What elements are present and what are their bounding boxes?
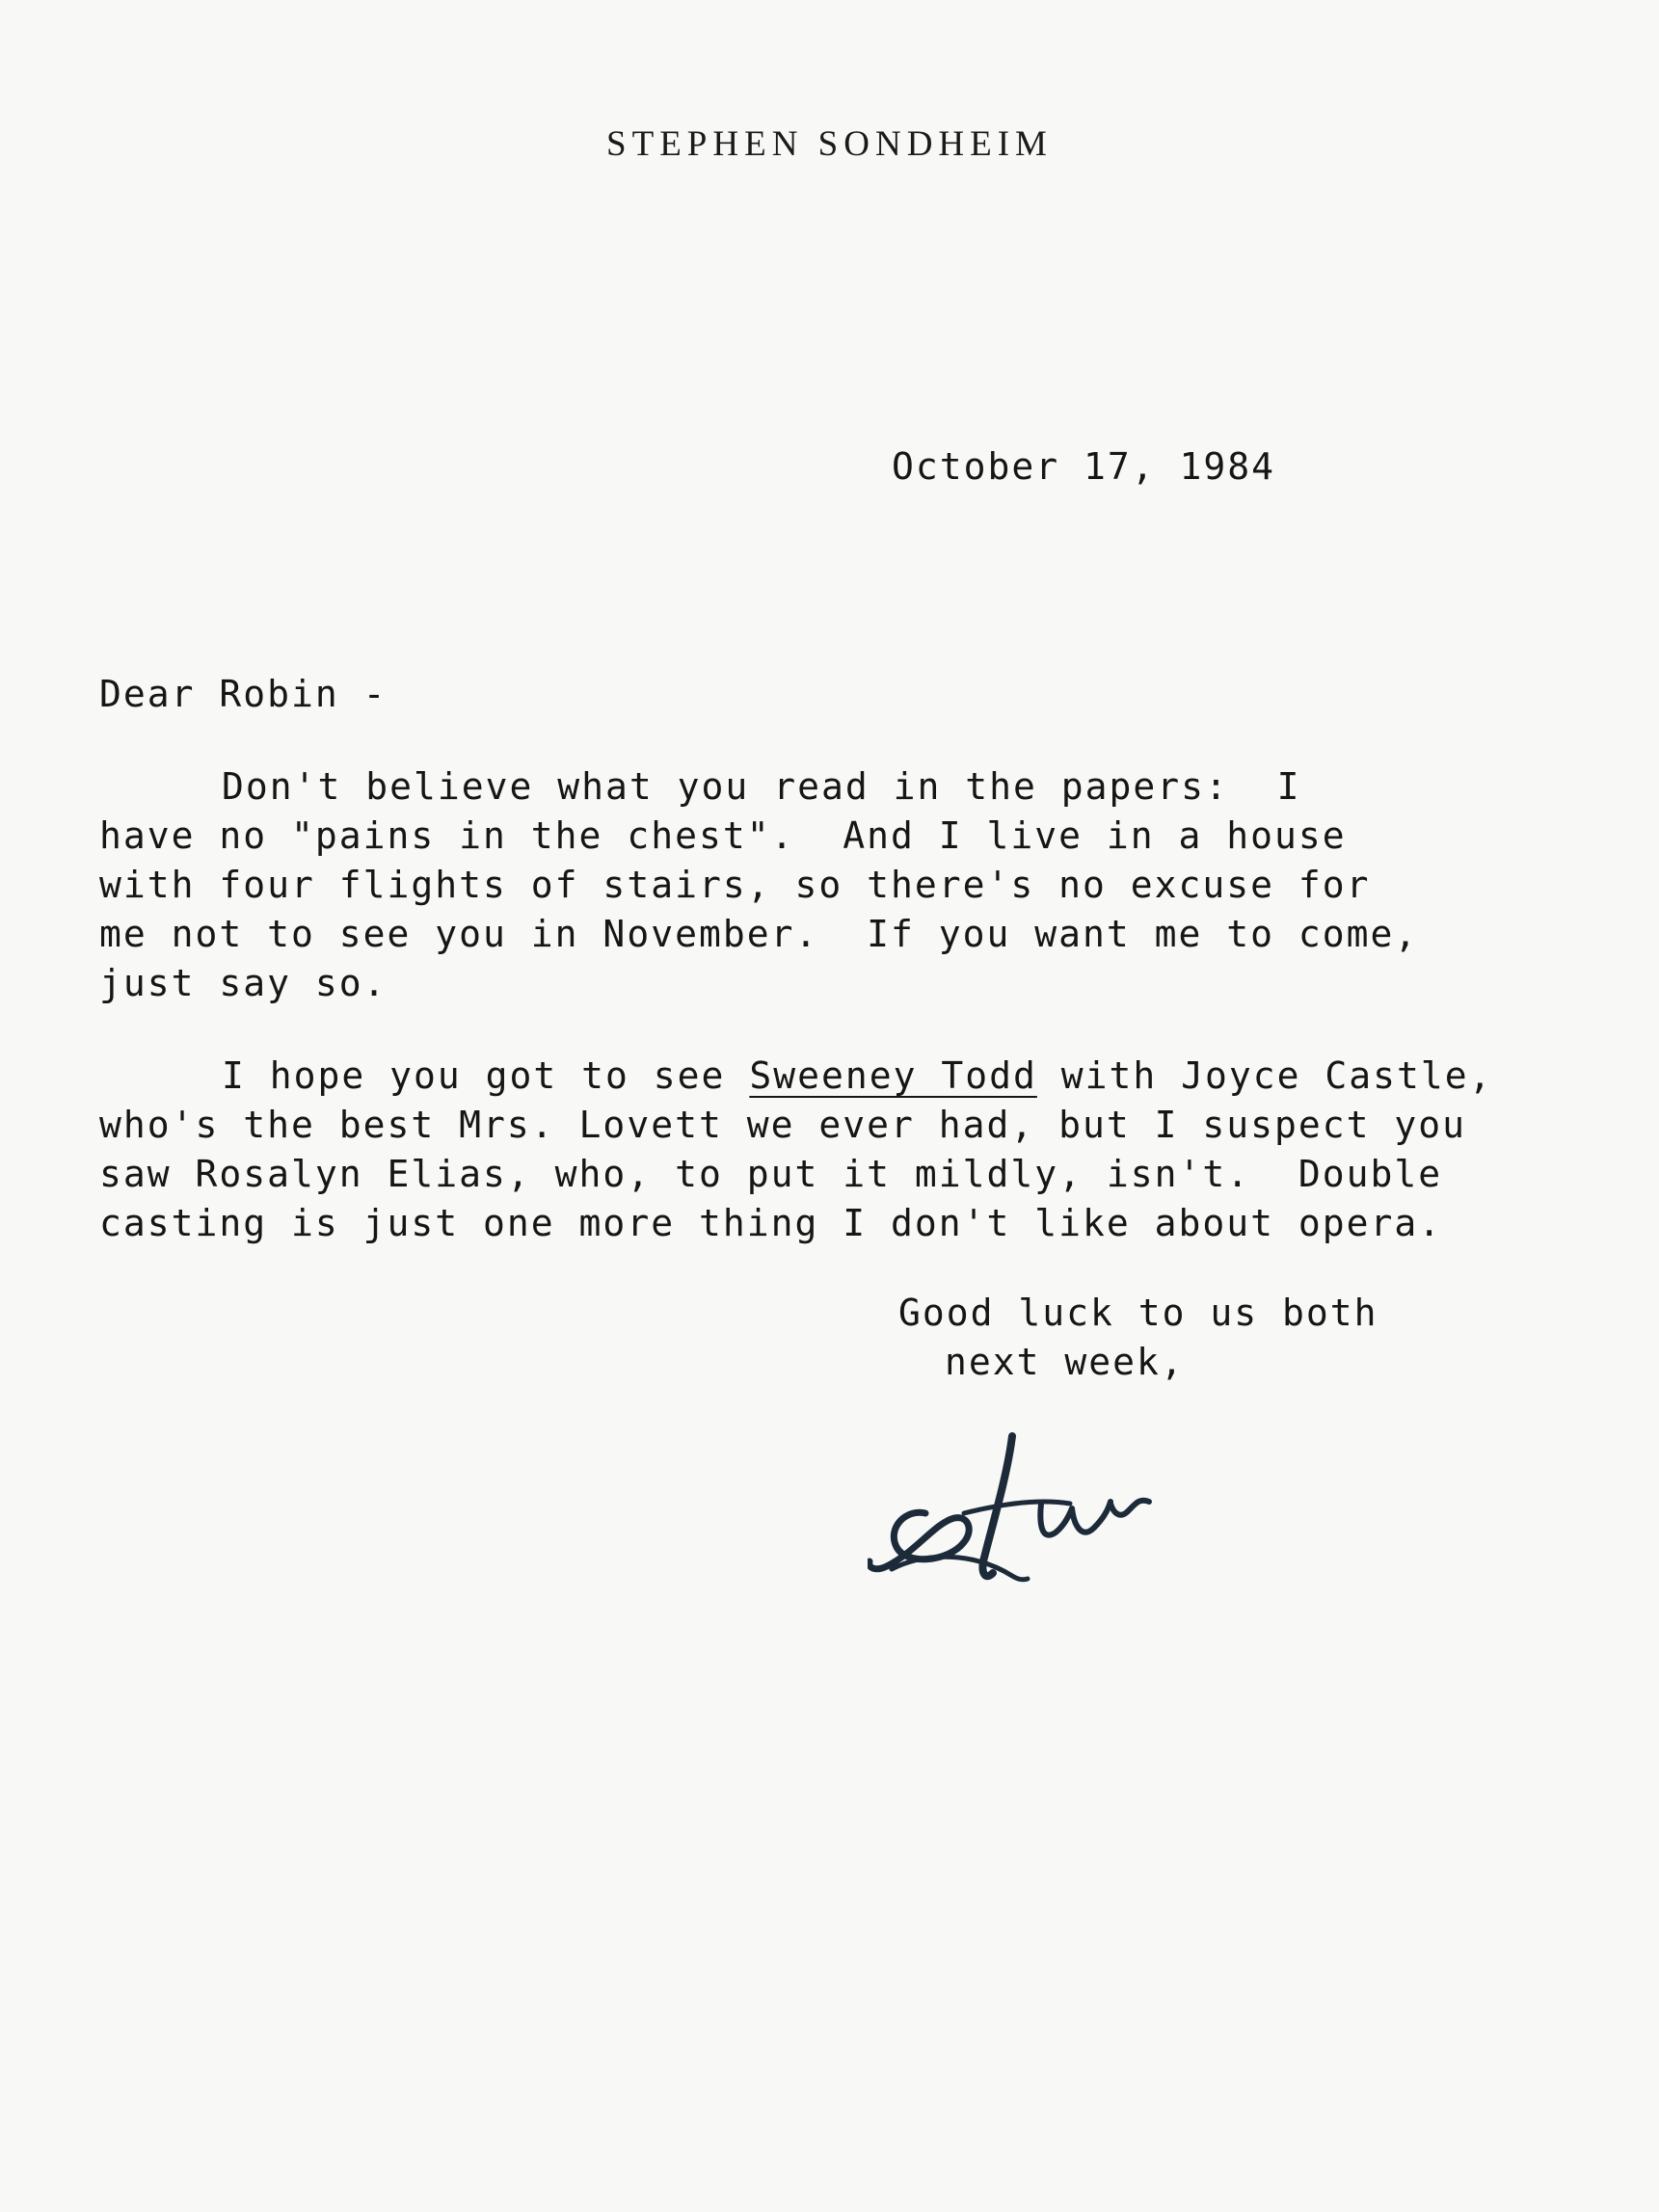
paragraph1-line2: have no "pains in the chest". And I live in a house	[99, 814, 1347, 857]
signature	[868, 1407, 1253, 1629]
letterhead: STEPHEN SONDHEIM	[606, 124, 1053, 164]
closing-line2: next week,	[945, 1341, 1185, 1383]
paragraph2-line1	[222, 1054, 1493, 1097]
closing-line1: Good luck to us both	[898, 1292, 1378, 1334]
paragraph1-line5: just say so.	[99, 962, 388, 1004]
salutation: Dear Robin -	[99, 673, 388, 715]
paragraph2-line1-pre: I hope you got to see	[222, 1054, 750, 1097]
paragraph2-line2: who's the best Mrs. Lovett we ever had, but I suspect you	[99, 1104, 1467, 1146]
paragraph2-line3: saw Rosalyn Elias, who, to put it mildly, isn't. Double	[99, 1153, 1443, 1195]
paragraph1-line3: with four flights of stairs, so there's no excuse for	[99, 864, 1371, 906]
letter-date: October 17, 1984	[892, 445, 1276, 488]
paragraph2-line4: casting is just one more thing I don't like about opera.	[99, 1202, 1443, 1244]
paragraph1-line4: me not to see you in November. If you want me to come,	[99, 913, 1419, 955]
paragraph1-line1: Don't believe what you read in the papers: I	[222, 765, 1301, 808]
paragraph2-line1-post: with Joyce Castle,	[1036, 1054, 1493, 1097]
show-title: Sweeney Todd	[749, 1054, 1037, 1097]
